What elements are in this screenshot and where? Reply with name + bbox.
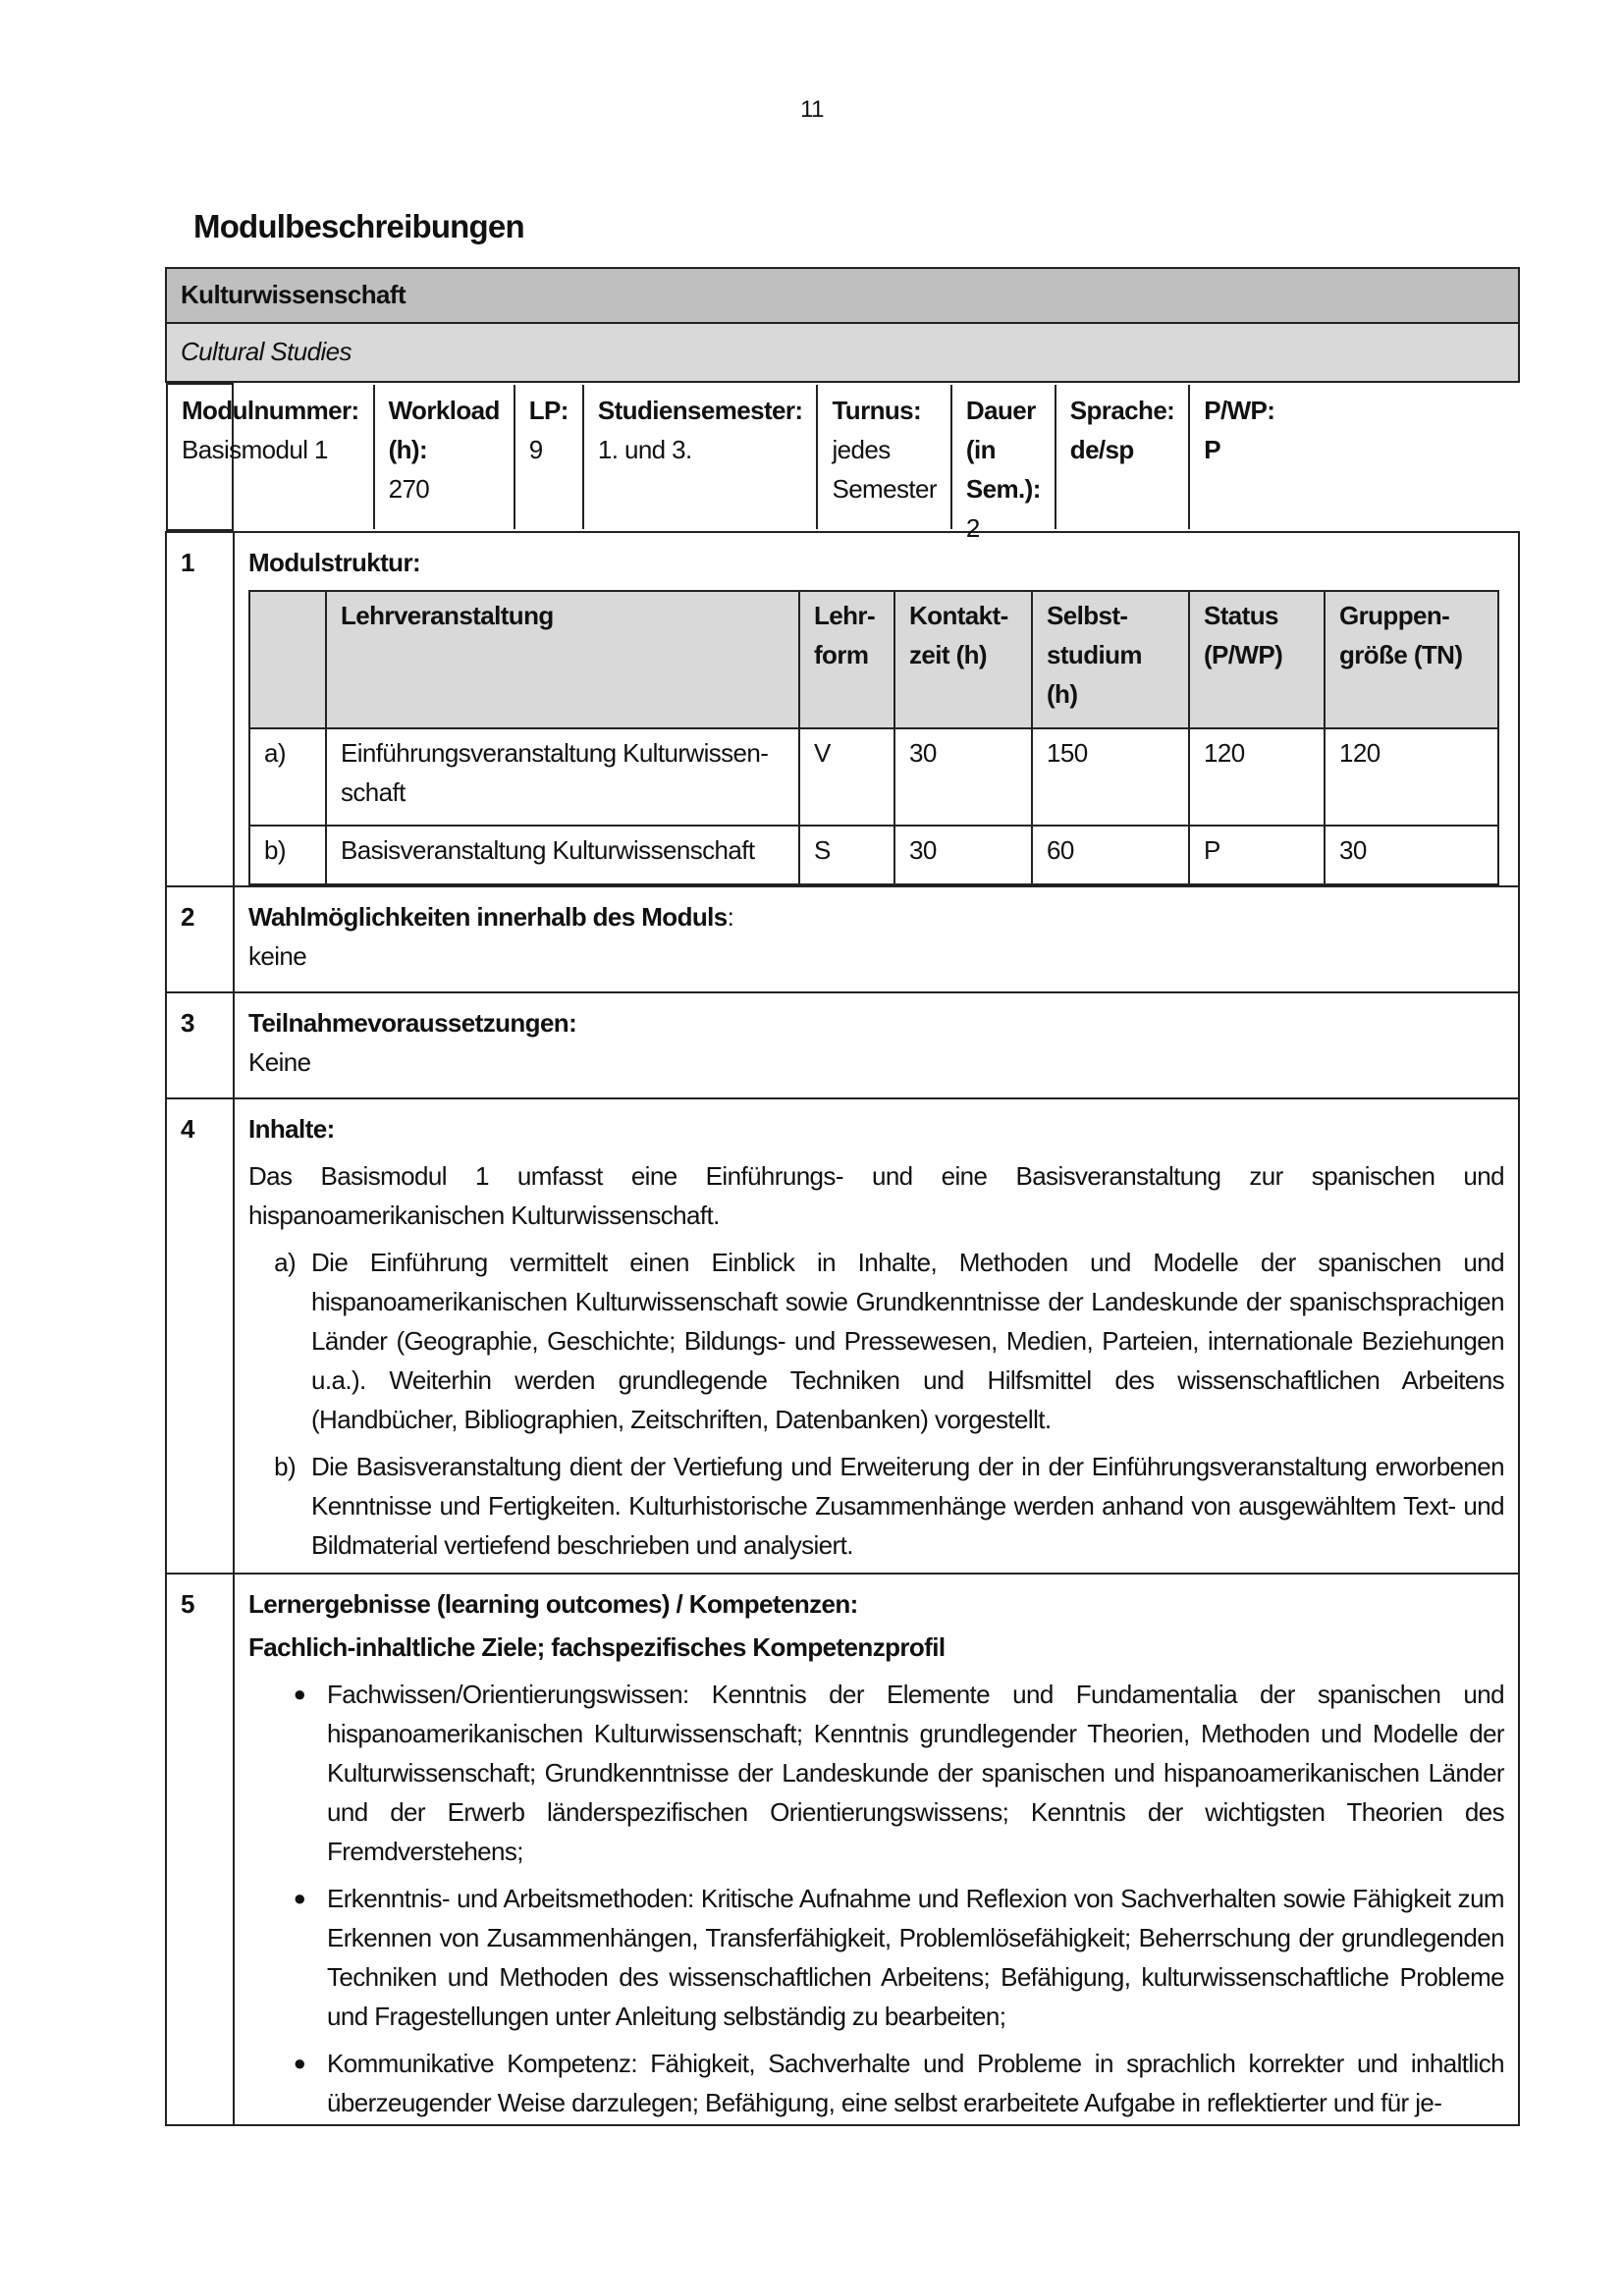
cell: b) [249,826,326,884]
list-marker: a) [274,1248,296,1277]
bullet-icon: ● [293,1682,306,1706]
cell: 30 [894,728,1032,826]
cell: 150 [1032,728,1189,826]
list-marker: b) [274,1452,296,1481]
list-text: Die Basisveranstaltung dient der Vertiefung und Erweiterung der in der Einführungsveranstaltung erworbenen Kenntnisse und Fertigkeiten. Kulturhistorische Zusammenhänge werden anhand von ausgewähltem Text- und Bildmaterial vertiefend beschrieben und analysiert. [311,1452,1504,1560]
cell: V [799,728,894,826]
meta-label: Workload (h): [388,396,500,464]
module-name-en: Cultural Studies [166,323,1519,382]
cell: 30 [1325,826,1498,884]
module-meta [166,383,1275,543]
section-title: Modulstruktur: [248,548,421,577]
section-text: Keine [248,1047,311,1077]
col-header: Lehrveranstaltung [326,591,799,728]
meta-value: 1. und 3. [597,435,692,464]
meta-value: 2 [965,513,980,543]
meta-value: P [1204,435,1220,464]
section-4 [166,1098,1519,1574]
cell: 120 [1325,728,1498,826]
col-header [249,591,326,728]
meta-label: Dauer (in Sem.): [965,396,1041,504]
section-3 [166,992,1519,1098]
cell: a) [249,728,326,826]
col-header: Kontakt-zeit (h) [894,591,1032,728]
meta-value: jedes Semester [832,435,937,504]
module-table [165,267,1520,2126]
meta-label: Turnus: [832,396,922,425]
page-number: 11 [800,96,824,123]
meta-value: 270 [388,474,430,504]
section-2 [166,886,1519,992]
meta-value: Basismodul 1 [182,435,328,464]
section-subtitle: Fachlich-inhaltliche Ziele; fachspezifisches Kompetenzprofil [248,1632,946,1662]
list-text: Die Einführung vermittelt einen Einblick in Inhalte, Methoden und Modelle der spanischen und hispanoamerikanischen Kulturwissenschaft sowie Grundkenntnisse der Landeskunde der spanischsprachigen Länder (Geographie, Geschichte; Bildungs- und Pressewesen, Medien, Parteien, internationale Beziehungen u.a.). Weiterhin werden grundlegende Techniken und Hilfsmittel des wissenschaftlichen Arbeitens (Handbücher, Bibliographien, Zeitschriften, Datenbanken) vorgestellt. [311,1248,1504,1434]
section-number: 3 [166,992,234,1098]
section-title-colon: : [727,902,734,932]
bullet-icon: ● [293,1886,306,1910]
section-5 [166,1574,1519,2125]
cell: 60 [1032,826,1189,884]
list-item [248,1447,1504,1565]
col-header: Status (P/WP) [1189,591,1325,728]
list-text: Fachwissen/Orientierungswissen: Kenntnis der Elemente und Fundamentalia der spanischen und hispanoamerikanischen Kulturwissenschaft; Kenntnis grundlegender Theorien, Methoden und Modelle der Kulturwissenschaft; Grundkenntnisse der Landeskunde der spanischen und hispanoamerikanischen Länder und der Erwerb länderspezifischen Orientierungswissens; Kenntnis der wichtigsten Theorien des Fremdverstehens; [327,1680,1504,1866]
page-title: Modulbeschreibungen [193,208,524,244]
bullet-icon: ● [293,2051,306,2075]
cell: Basisveranstaltung Kulturwissenschaft [326,826,799,884]
section-number: 2 [166,886,234,992]
list-text: Erkenntnis- und Arbeitsmethoden: Kritische Aufnahme und Reflexion von Sachverhalten sowie Fähigkeit zum Erkennen von Zusammenhängen, Transferfähigkeit, Problemlösefähigkeit; Beherrschung der grundlegenden Techniken und Methoden des wissenschaftlichen Arbeitens; Befähigung, kulturwissenschaftliche Probleme und Fragestellungen unter Anleitung selbständig zu bearbeiten; [327,1884,1504,2031]
meta-label: Sprache: [1069,396,1175,425]
section-intro: Das Basismodul 1 umfasst eine Einführungs- und eine Basisveranstaltung zur spanischen und hispanoamerikanischen Kulturwissenschaft. [248,1161,1504,1230]
list-item [248,1243,1504,1439]
table-row [249,826,1498,884]
section-number: 5 [166,1574,234,2125]
module-name: Kulturwissenschaft [166,268,1519,323]
meta-label: P/WP: [1204,396,1275,425]
meta-value: de/sp [1069,435,1134,464]
meta-label: LP: [528,396,568,425]
table-row [249,728,1498,826]
cell: 120 [1189,728,1325,826]
col-header: Gruppen-größe (TN) [1325,591,1498,728]
section-text: keine [248,941,307,971]
col-header: Selbst-studium (h) [1032,591,1189,728]
cell: S [799,826,894,884]
structure-table [248,590,1499,885]
section-title: Lernergebnisse (learning outcomes) / Kompetenzen: [248,1589,858,1619]
section-number: 4 [166,1098,234,1574]
section-title: Teilnahmevoraussetzungen: [248,1008,577,1038]
list-item [248,1675,1504,1871]
list-item [248,1879,1504,2036]
list-item [248,2044,1504,2122]
meta-label: Studiensemester: [597,396,803,425]
cell: P [1189,826,1325,884]
cell: 30 [894,826,1032,884]
section-1 [166,532,1519,886]
meta-value: 9 [528,435,543,464]
cell: Einführungsveranstaltung Kulturwissen-schaft [326,728,799,826]
section-number: 1 [166,532,234,886]
list-text: Kommunikative Kompetenz: Fähigkeit, Sachverhalte und Probleme in sprachlich korrekter und inhaltlich überzeugender Weise darzulegen; Befähigung, eine selbst erarbeitete Aufgabe in reflektierter und für je- [327,2049,1504,2117]
section-title: Wahlmöglichkeiten innerhalb des Moduls [248,902,728,932]
meta-label: Modulnummer: [182,396,359,425]
section-title: Inhalte: [248,1114,335,1144]
col-header: Lehr-form [799,591,894,728]
